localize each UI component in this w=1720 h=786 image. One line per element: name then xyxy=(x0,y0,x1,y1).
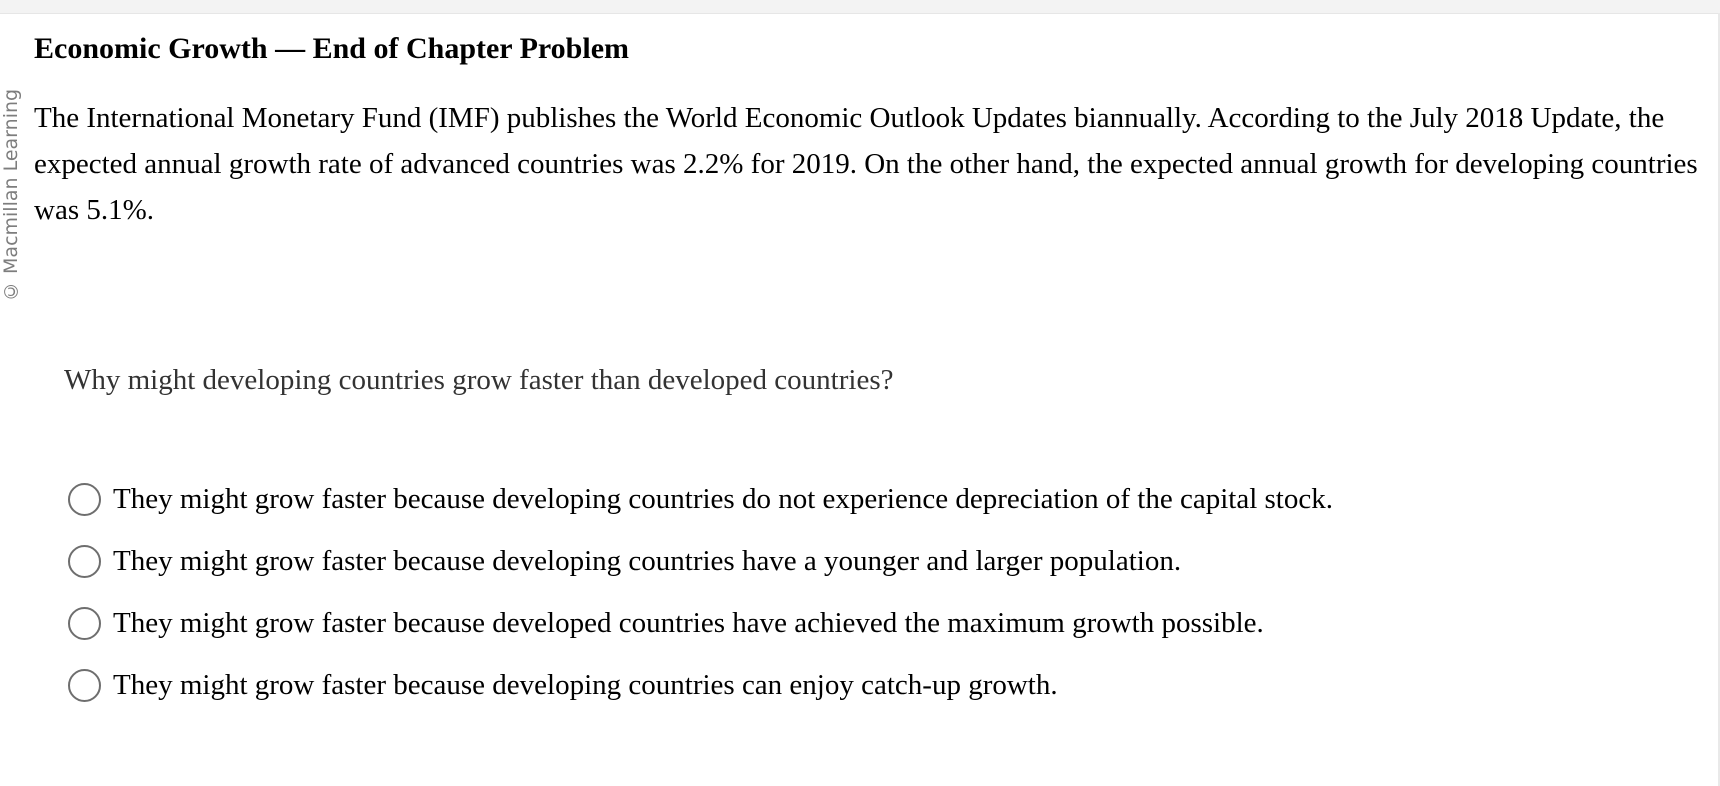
problem-title: Economic Growth — End of Chapter Problem xyxy=(34,32,630,65)
answer-option-3[interactable] xyxy=(68,592,1333,654)
answer-options xyxy=(68,468,1333,716)
answer-option-label: They might grow faster because developing countries have a younger and larger population. xyxy=(113,544,1182,577)
top-strip xyxy=(0,0,1720,14)
answer-option-label: They might grow faster because developed countries have achieved the maximum growth possible. xyxy=(113,606,1264,639)
answer-option-4[interactable] xyxy=(68,654,1333,716)
question-prompt: Why might developing countries grow faster than developed countries? xyxy=(64,364,894,396)
answer-option-2[interactable] xyxy=(68,530,1333,592)
problem-intro: The International Monetary Fund (IMF) publishes the World Economic Outlook Updates biannually. According to the July 2018 Update, the expected annual growth rate of advanced countries was 2.2% for 2019. On the other hand, the expected annual growth for developing countries was 5.1%. xyxy=(34,102,1698,226)
radio-button-1[interactable] xyxy=(68,483,101,516)
answer-option-label: They might grow faster because developing countries do not experience depreciation of the capital stock. xyxy=(113,482,1333,515)
copyright-watermark: © Macmillan Learning xyxy=(0,88,22,302)
radio-button-2[interactable] xyxy=(68,545,101,578)
answer-option-1[interactable] xyxy=(68,468,1333,530)
answer-option-label: They might grow faster because developing countries can enjoy catch-up growth. xyxy=(113,668,1058,701)
radio-button-3[interactable] xyxy=(68,607,101,640)
radio-button-4[interactable] xyxy=(68,669,101,702)
